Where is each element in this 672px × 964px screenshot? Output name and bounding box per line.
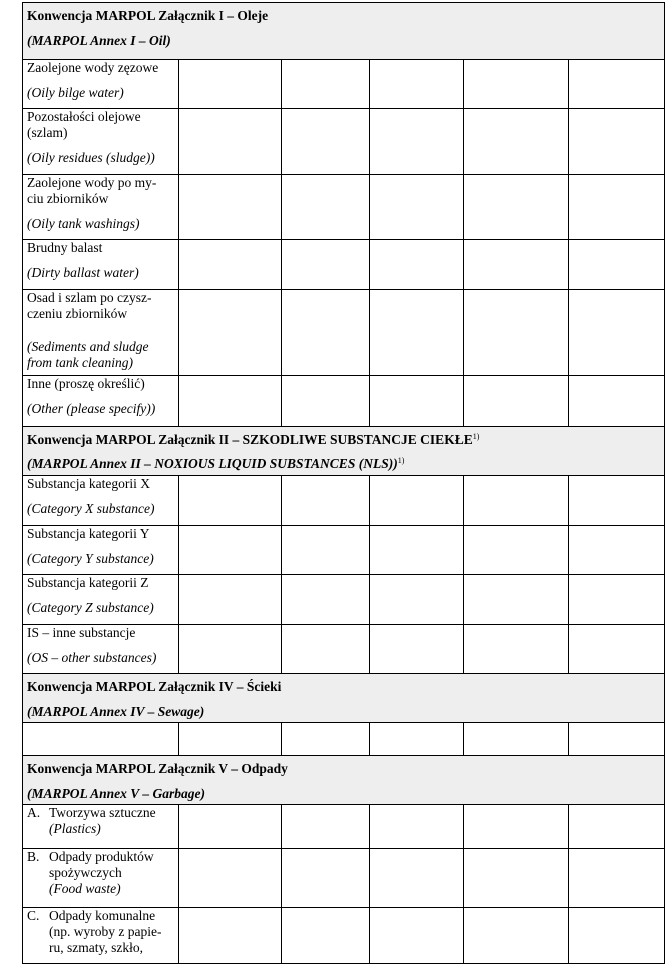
table-row — [23, 908, 665, 964]
row-label-line-2: czeniu zbiorników — [27, 306, 128, 321]
cell-3[interactable] — [370, 240, 464, 290]
row-label-en: (Dirty ballast water) — [27, 265, 139, 280]
table-row — [23, 805, 665, 849]
row-label-line-2: ciu zbiorników — [27, 191, 109, 206]
list-item — [27, 908, 174, 956]
cell-2[interactable] — [282, 575, 370, 625]
row-label-en-line-1: (Sediments and sludge — [27, 339, 149, 354]
table-row — [23, 290, 665, 376]
cell-4[interactable] — [464, 109, 569, 175]
cell-5[interactable] — [569, 526, 665, 575]
row-label-en: (Category Z substance) — [27, 600, 154, 615]
section-header-annex-2 — [23, 427, 665, 476]
cell-3[interactable] — [370, 376, 464, 427]
cell-3[interactable] — [370, 805, 464, 849]
table-row — [23, 60, 665, 109]
cell-5[interactable] — [569, 376, 665, 427]
row-label-en: (Plastics) — [49, 821, 101, 836]
cell-3[interactable] — [370, 60, 464, 109]
cell-5[interactable] — [569, 476, 665, 526]
item-marker: A. — [27, 805, 41, 820]
cell-1[interactable] — [179, 175, 282, 240]
cell-4[interactable] — [464, 240, 569, 290]
row-label-line-2: (np. wyroby z papie- — [49, 924, 162, 939]
table-row — [23, 240, 665, 290]
cell-1[interactable] — [179, 240, 282, 290]
cell-4[interactable] — [464, 723, 569, 756]
cell-4[interactable] — [464, 175, 569, 240]
row-label: Substancja kategorii Y — [27, 526, 150, 541]
section-header-annex-1 — [23, 3, 665, 60]
row-label-en: (Category Y substance) — [27, 551, 154, 566]
cell-1[interactable] — [179, 849, 282, 908]
cell-3[interactable] — [370, 625, 464, 674]
marpol-waste-table — [22, 2, 665, 964]
table-row — [23, 476, 665, 526]
row-label: Substancja kategorii Z — [27, 575, 149, 590]
cell-5[interactable] — [569, 290, 665, 376]
row-label-line-1: Zaolejone wody po my- — [27, 175, 157, 190]
section-title: Konwencja MARPOL Załącznik V – Odpady — [27, 761, 288, 776]
cell-4[interactable] — [464, 625, 569, 674]
cell-2[interactable] — [282, 109, 370, 175]
cell-1[interactable] — [179, 376, 282, 427]
table-row — [23, 625, 665, 674]
row-label-line-1: Odpady produktów — [49, 849, 154, 864]
cell-5[interactable] — [569, 109, 665, 175]
footnote-marker: 1) — [472, 432, 480, 441]
list-item — [27, 849, 174, 897]
cell-5[interactable] — [569, 240, 665, 290]
cell-1[interactable] — [179, 723, 282, 756]
row-label: Zaolejone wody zęzowe — [27, 60, 159, 75]
cell-2[interactable] — [282, 625, 370, 674]
cell-3[interactable] — [370, 526, 464, 575]
cell-4[interactable] — [464, 376, 569, 427]
cell-4[interactable] — [464, 575, 569, 625]
row-label-en: (OS – other substances) — [27, 650, 157, 665]
cell-2[interactable] — [282, 849, 370, 908]
cell-5[interactable] — [569, 575, 665, 625]
cell-2[interactable] — [282, 805, 370, 849]
cell-5[interactable] — [569, 175, 665, 240]
cell-2[interactable] — [282, 723, 370, 756]
table-row — [23, 723, 665, 756]
row-label: Pozostałości olejowe (szlam) — [27, 109, 141, 140]
cell-3[interactable] — [370, 109, 464, 175]
table-row — [23, 526, 665, 575]
cell-1[interactable] — [179, 908, 282, 964]
cell-1[interactable] — [179, 805, 282, 849]
cell-4[interactable] — [464, 805, 569, 849]
cell-2[interactable] — [282, 376, 370, 427]
cell-5[interactable] — [569, 908, 665, 964]
cell-5[interactable] — [569, 849, 665, 908]
row-label-en: (Category X substance) — [27, 501, 155, 516]
cell-1[interactable] — [179, 526, 282, 575]
row-label: Tworzywa sztuczne — [49, 805, 156, 820]
cell-3[interactable] — [370, 476, 464, 526]
cell-4[interactable] — [464, 290, 569, 376]
row-label-en: (Oily tank washings) — [27, 216, 140, 231]
cell-1[interactable] — [179, 625, 282, 674]
cell-4[interactable] — [464, 849, 569, 908]
row-label-en: (Other (please specify)) — [27, 401, 156, 416]
cell-5[interactable] — [569, 60, 665, 109]
cell-3[interactable] — [370, 575, 464, 625]
table-row — [23, 175, 665, 240]
row-label: Brudny balast — [27, 240, 103, 255]
row-label-en: (Oily bilge water) — [27, 85, 124, 100]
cell-2[interactable] — [282, 526, 370, 575]
row-label-line-3: ru, szmaty, szkło, — [49, 940, 143, 955]
section-title-en: (MARPOL Annex V – Garbage) — [27, 786, 206, 801]
cell-2[interactable] — [282, 908, 370, 964]
cell-2[interactable] — [282, 175, 370, 240]
cell-5[interactable] — [569, 625, 665, 674]
section-title: Konwencja MARPOL Załącznik I – Oleje — [27, 8, 269, 23]
section-title-en: (MARPOL Annex IV – Sewage) — [27, 704, 205, 719]
list-item — [27, 805, 174, 837]
cell-5[interactable] — [569, 723, 665, 756]
cell-3[interactable] — [370, 849, 464, 908]
row-label-line-1: Odpady komunalne — [49, 908, 156, 923]
cell-2[interactable] — [282, 240, 370, 290]
row-label-line-2: spożywczych — [49, 865, 122, 880]
cell-4[interactable] — [464, 60, 569, 109]
cell-0[interactable] — [23, 723, 179, 756]
section-header-annex-4 — [23, 674, 665, 723]
cell-2[interactable] — [282, 476, 370, 526]
cell-1[interactable] — [179, 60, 282, 109]
table-row — [23, 109, 665, 175]
cell-4[interactable] — [464, 908, 569, 964]
cell-5[interactable] — [569, 805, 665, 849]
item-marker: B. — [27, 849, 40, 864]
row-label-en: (Oily residues (sludge)) — [27, 150, 155, 165]
item-marker: C. — [27, 908, 40, 923]
section-title-en: (MARPOL Annex I – Oil) — [27, 33, 171, 48]
row-label: Inne (proszę określić) — [27, 376, 145, 391]
section-title: Konwencja MARPOL Załącznik IV – Ścieki — [27, 679, 282, 694]
footnote-marker: 1) — [397, 456, 405, 465]
cell-1[interactable] — [179, 476, 282, 526]
cell-3[interactable] — [370, 908, 464, 964]
cell-2[interactable] — [282, 60, 370, 109]
row-label-en-line-2: from tank cleaning) — [27, 355, 133, 370]
cell-3[interactable] — [370, 175, 464, 240]
cell-1[interactable] — [179, 575, 282, 625]
table-row — [23, 575, 665, 625]
row-label-en: (Food waste) — [49, 881, 121, 896]
cell-1[interactable] — [179, 109, 282, 175]
section-title-en: (MARPOL Annex II – NOXIOUS LIQUID SUBSTANCES (NLS))$^{1)}$ — [27, 456, 405, 471]
row-label: IS – inne substancje — [27, 625, 136, 640]
cell-3[interactable] — [370, 290, 464, 376]
cell-3[interactable] — [370, 723, 464, 756]
cell-2[interactable] — [282, 290, 370, 376]
row-label-line-1: Osad i szlam po czysz- — [27, 290, 152, 305]
table-row — [23, 849, 665, 908]
row-label: Substancja kategorii X — [27, 476, 150, 491]
section-header-annex-5 — [23, 756, 665, 805]
cell-1[interactable] — [179, 290, 282, 376]
section-title: Konwencja MARPOL Załącznik II – SZKODLIWE SUBSTANCJE CIEKŁE$^{1)}$ — [27, 432, 480, 447]
cell-4[interactable] — [464, 526, 569, 575]
cell-4[interactable] — [464, 476, 569, 526]
table-row — [23, 376, 665, 427]
